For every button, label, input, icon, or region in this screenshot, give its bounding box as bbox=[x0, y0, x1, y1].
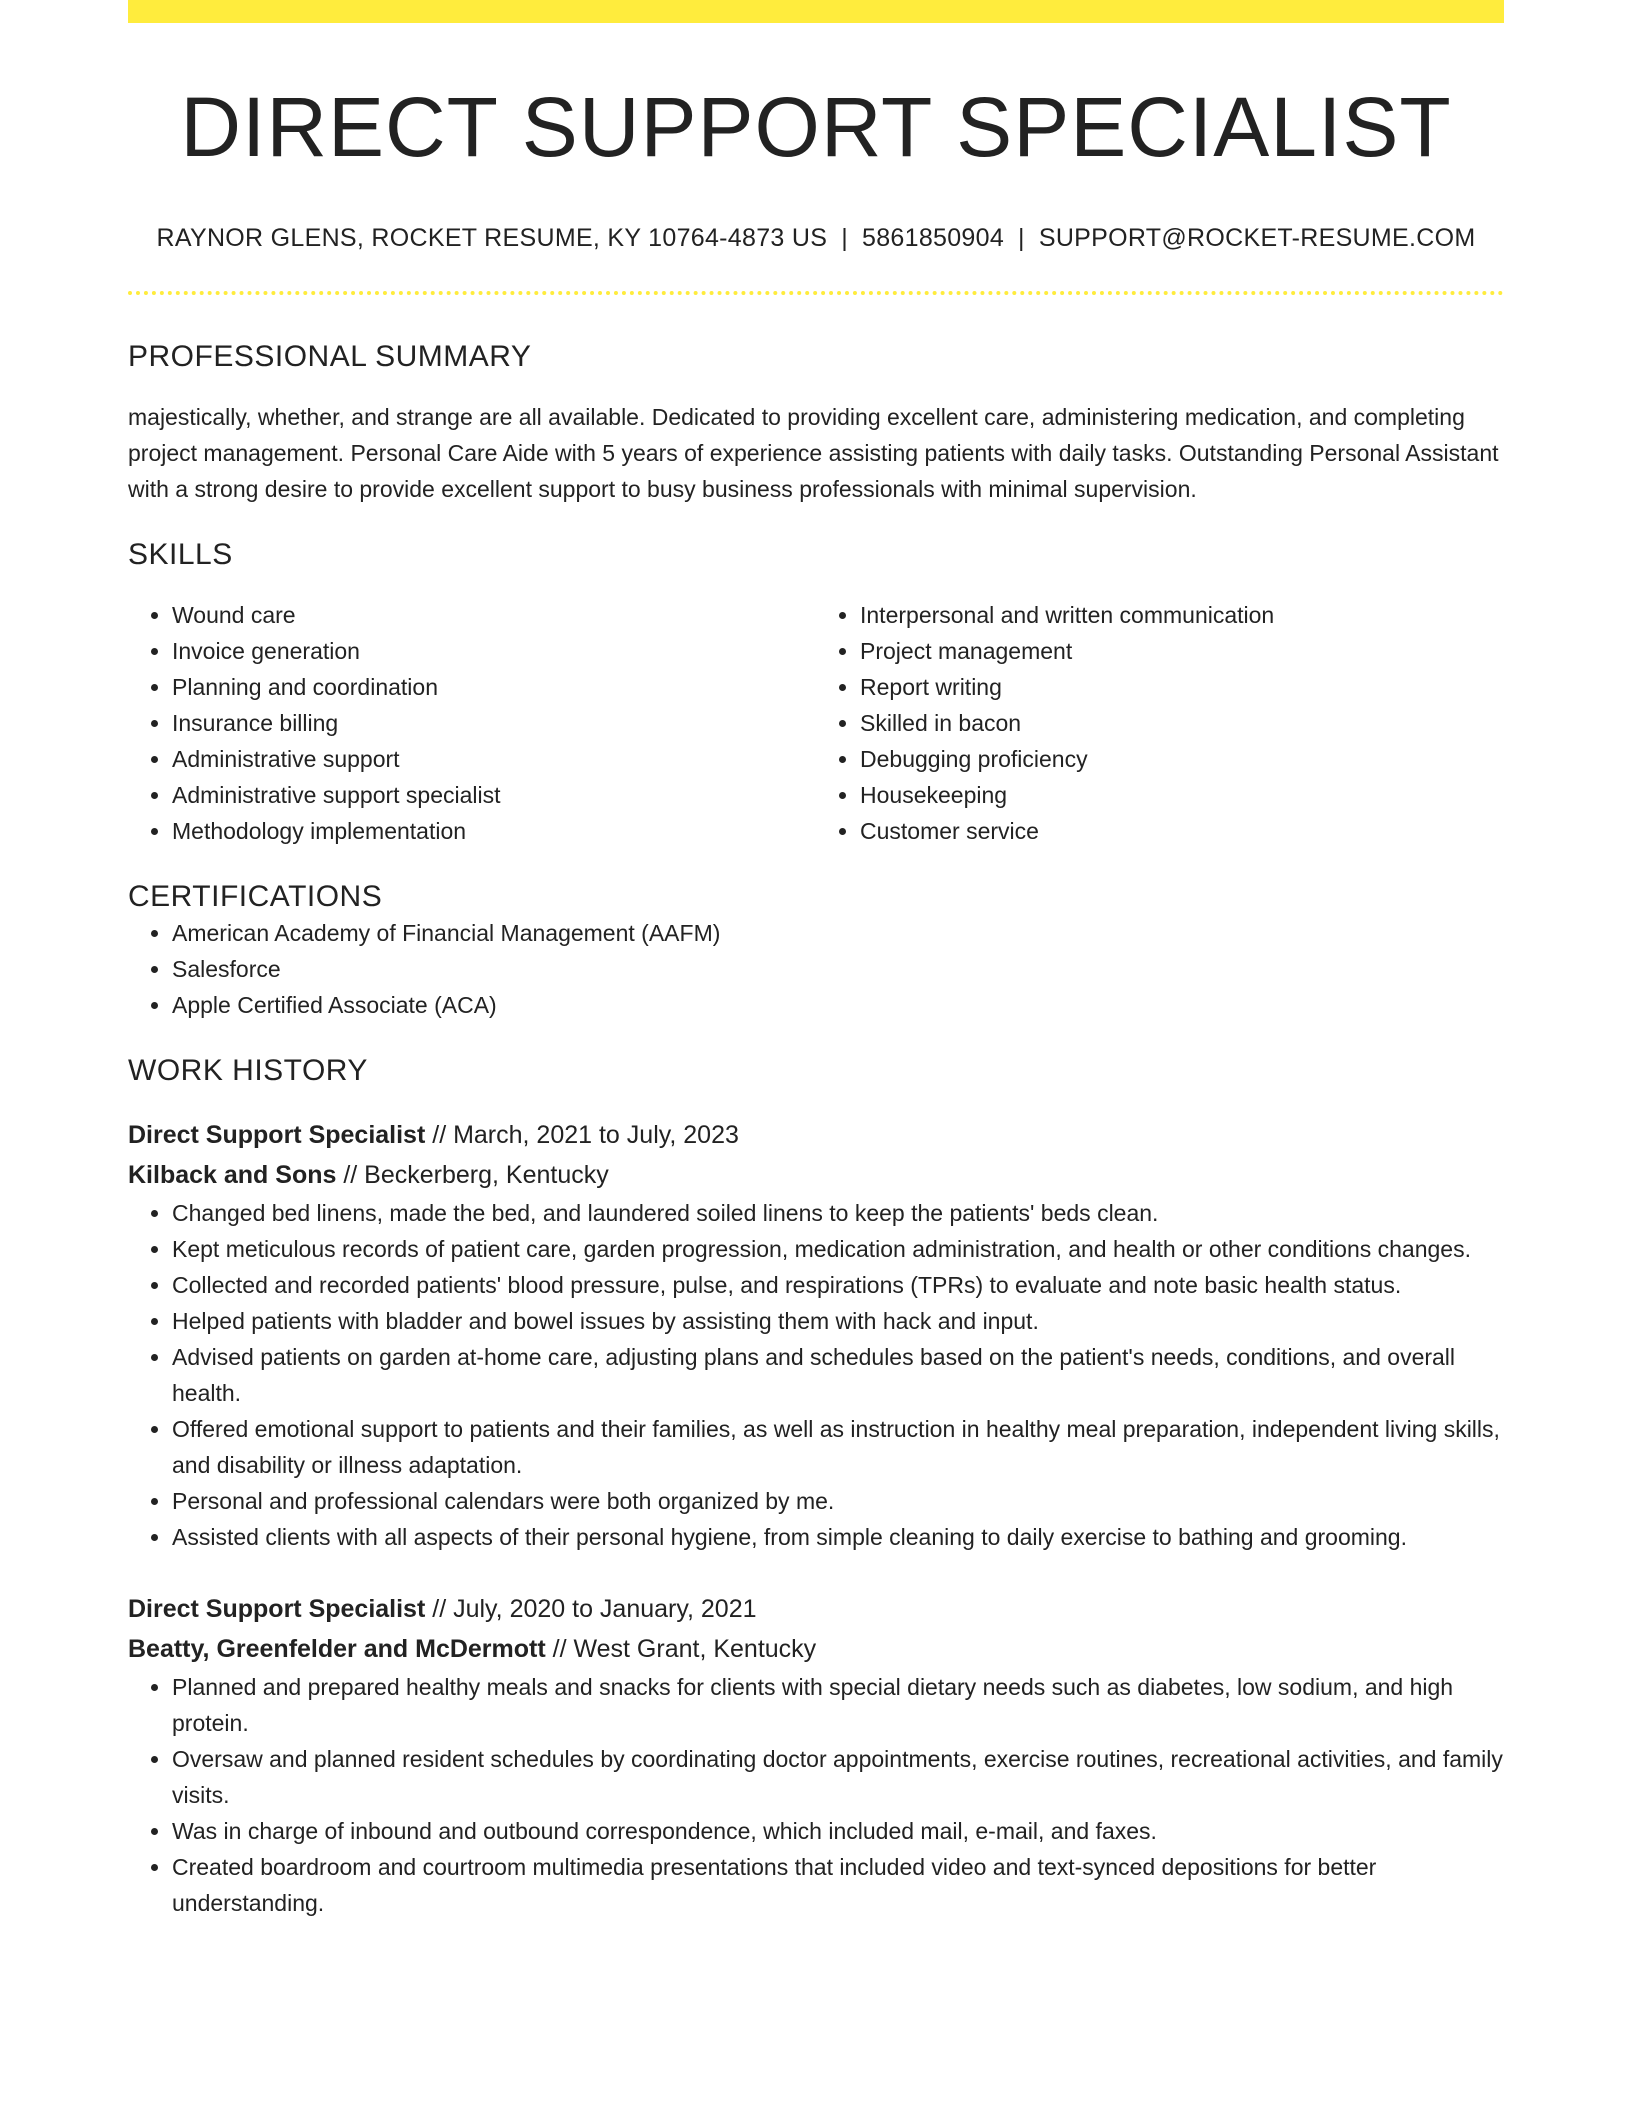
skill-item: • Report writing bbox=[860, 669, 1504, 705]
job-company-line bbox=[128, 1629, 1504, 1669]
certification-item: • Salesforce bbox=[172, 951, 1504, 987]
job-duty: • Offered emotional support to patients and their families, as well as instruction in healthy meal preparation, independent living skills, and disability or illness adaptation. bbox=[172, 1411, 1504, 1483]
job-title-line bbox=[128, 1115, 1504, 1155]
job-duty: • Oversaw and planned resident schedules by coordinating doctor appointments, exercise routines, recreational activities, and family visits. bbox=[172, 1741, 1504, 1813]
job-dates: // July, 2020 to January, 2021 bbox=[425, 1595, 757, 1624]
job-title: Direct Support Specialist bbox=[128, 1595, 426, 1624]
contact-address: RAYNOR GLENS, ROCKET RESUME, KY 10764-4873 US bbox=[156, 224, 828, 253]
job-duty: • Created boardroom and courtroom multimedia presentations that included video and text-synced depositions for better understanding. bbox=[172, 1849, 1504, 1921]
contact-phone: 5861850904 bbox=[862, 224, 1005, 253]
job-duty: • Helped patients with bladder and bowel issues by assisting them with hack and input. bbox=[172, 1303, 1504, 1339]
job-duty: • Was in charge of inbound and outbound correspondence, which included mail, e-mail, and faxes. bbox=[172, 1813, 1504, 1849]
accent-top-bar bbox=[128, 0, 1504, 23]
job-title: Direct Support Specialist bbox=[128, 1121, 426, 1150]
job-duty: • Kept meticulous records of patient care, garden progression, medication administration, and health or other conditions changes. bbox=[172, 1231, 1504, 1267]
job-dates: // March, 2021 to July, 2023 bbox=[425, 1121, 739, 1150]
dotted-divider bbox=[128, 291, 1504, 295]
job-entry bbox=[128, 1115, 1504, 1555]
job-company: Beatty, Greenfelder and McDermott bbox=[128, 1635, 546, 1664]
certification-item: • American Academy of Financial Management (AAFM) bbox=[172, 915, 1504, 951]
skill-item: • Customer service bbox=[860, 813, 1504, 849]
skill-item: • Wound care bbox=[172, 597, 816, 633]
resume-page bbox=[128, 0, 1504, 1921]
certifications-list bbox=[128, 915, 1504, 1023]
certification-item: • Apple Certified Associate (ACA) bbox=[172, 987, 1504, 1023]
job-duty: • Personal and professional calendars were both organized by me. bbox=[172, 1483, 1504, 1519]
skill-item: • Planning and coordination bbox=[172, 669, 816, 705]
skills-columns bbox=[128, 597, 1504, 849]
skill-item: • Project management bbox=[860, 633, 1504, 669]
skill-item: • Methodology implementation bbox=[172, 813, 816, 849]
skills-list-left bbox=[128, 597, 816, 849]
resume-title: DIRECT SUPPORT SPECIALIST bbox=[180, 80, 1452, 174]
contact-email: SUPPORT@ROCKET-RESUME.COM bbox=[1038, 224, 1476, 253]
job-duty: • Collected and recorded patients' blood pressure, pulse, and respirations (TPRs) to evaluate and note basic health status. bbox=[172, 1267, 1504, 1303]
skill-item: • Skilled in bacon bbox=[860, 705, 1504, 741]
work-history-heading: WORK HISTORY bbox=[128, 1054, 368, 1088]
skill-item: • Invoice generation bbox=[172, 633, 816, 669]
summary-heading: PROFESSIONAL SUMMARY bbox=[128, 340, 532, 374]
skill-item: • Administrative support bbox=[172, 741, 816, 777]
job-location: // Beckerberg, Kentucky bbox=[336, 1161, 609, 1190]
contact-line bbox=[128, 223, 1504, 253]
contact-separator: | bbox=[1018, 224, 1025, 253]
job-entry bbox=[128, 1589, 1504, 1921]
job-title-line bbox=[128, 1589, 1504, 1629]
skill-item: • Insurance billing bbox=[172, 705, 816, 741]
skills-list-right bbox=[816, 597, 1504, 849]
skills-heading: SKILLS bbox=[128, 538, 233, 572]
job-duty: • Changed bed linens, made the bed, and laundered soiled linens to keep the patients' beds clean. bbox=[172, 1195, 1504, 1231]
job-company-line bbox=[128, 1155, 1504, 1195]
skill-item: • Administrative support specialist bbox=[172, 777, 816, 813]
job-duties-list bbox=[128, 1669, 1504, 1921]
job-duty: • Advised patients on garden at-home care, adjusting plans and schedules based on the patient's needs, conditions, and overall health. bbox=[172, 1339, 1504, 1411]
job-company: Kilback and Sons bbox=[128, 1161, 337, 1190]
certifications-heading: CERTIFICATIONS bbox=[128, 880, 383, 914]
contact-separator: | bbox=[841, 224, 848, 253]
summary-text: majestically, whether, and strange are all available. Dedicated to providing excellent care, administering medication, and completing project management. Personal Care Aide with 5 years of experience assisting patients with daily tasks. Outstanding Personal Assistant with a strong desire to provide excellent support to busy business professionals with minimal supervision. bbox=[128, 404, 1499, 503]
skill-item: • Debugging proficiency bbox=[860, 741, 1504, 777]
skill-item: • Housekeeping bbox=[860, 777, 1504, 813]
job-duties-list bbox=[128, 1195, 1504, 1555]
job-duty: • Planned and prepared healthy meals and snacks for clients with special dietary needs such as diabetes, low sodium, and high protein. bbox=[172, 1669, 1504, 1741]
job-duty: • Assisted clients with all aspects of their personal hygiene, from simple cleaning to daily exercise to bathing and grooming. bbox=[172, 1519, 1504, 1555]
job-location: // West Grant, Kentucky bbox=[545, 1635, 817, 1664]
skill-item: • Interpersonal and written communication bbox=[860, 597, 1504, 633]
